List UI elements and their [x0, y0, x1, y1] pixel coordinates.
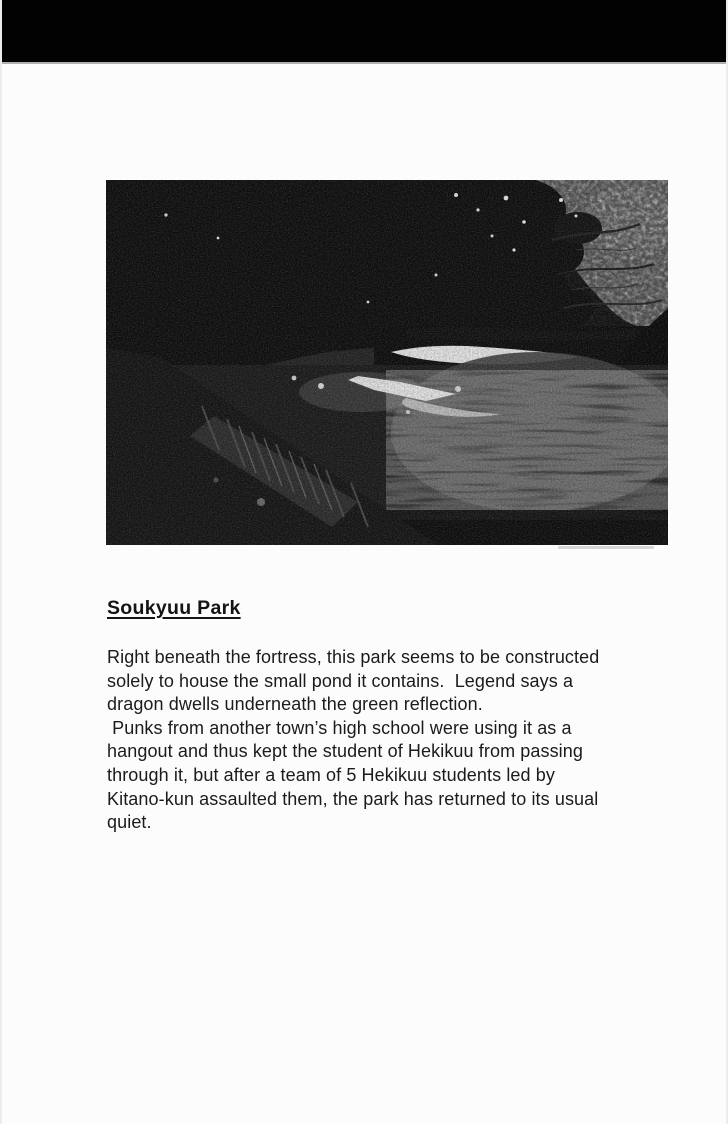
section-heading: Soukyuu Park: [107, 597, 241, 619]
scan-smudge: [558, 546, 654, 549]
body-text-line: dragon dwells underneath the green reflection.: [107, 694, 483, 715]
body-text-line: solely to house the small pond it contains. Legend says a: [107, 670, 574, 691]
photo-grain-dark: [106, 180, 668, 545]
body-text-line: Punks from another town’s high school were using it as a: [107, 717, 572, 738]
park-photo: [106, 180, 668, 545]
body-text-line: through it, but after a team of 5 Hekikuu students led by: [107, 764, 555, 785]
park-photo-image: [106, 180, 668, 545]
body-text-line: hangout and thus kept the student of Hekikuu from passing: [107, 741, 584, 762]
body-text-line: Right beneath the fortress, this park seems to be constructed: [107, 647, 600, 667]
body-text-line: quiet.: [107, 812, 152, 833]
top-black-bar: [2, 0, 728, 64]
body-text-line: Kitano-kun assaulted them, the park has returned to its usual: [107, 788, 599, 809]
body-text-block: [107, 646, 669, 835]
